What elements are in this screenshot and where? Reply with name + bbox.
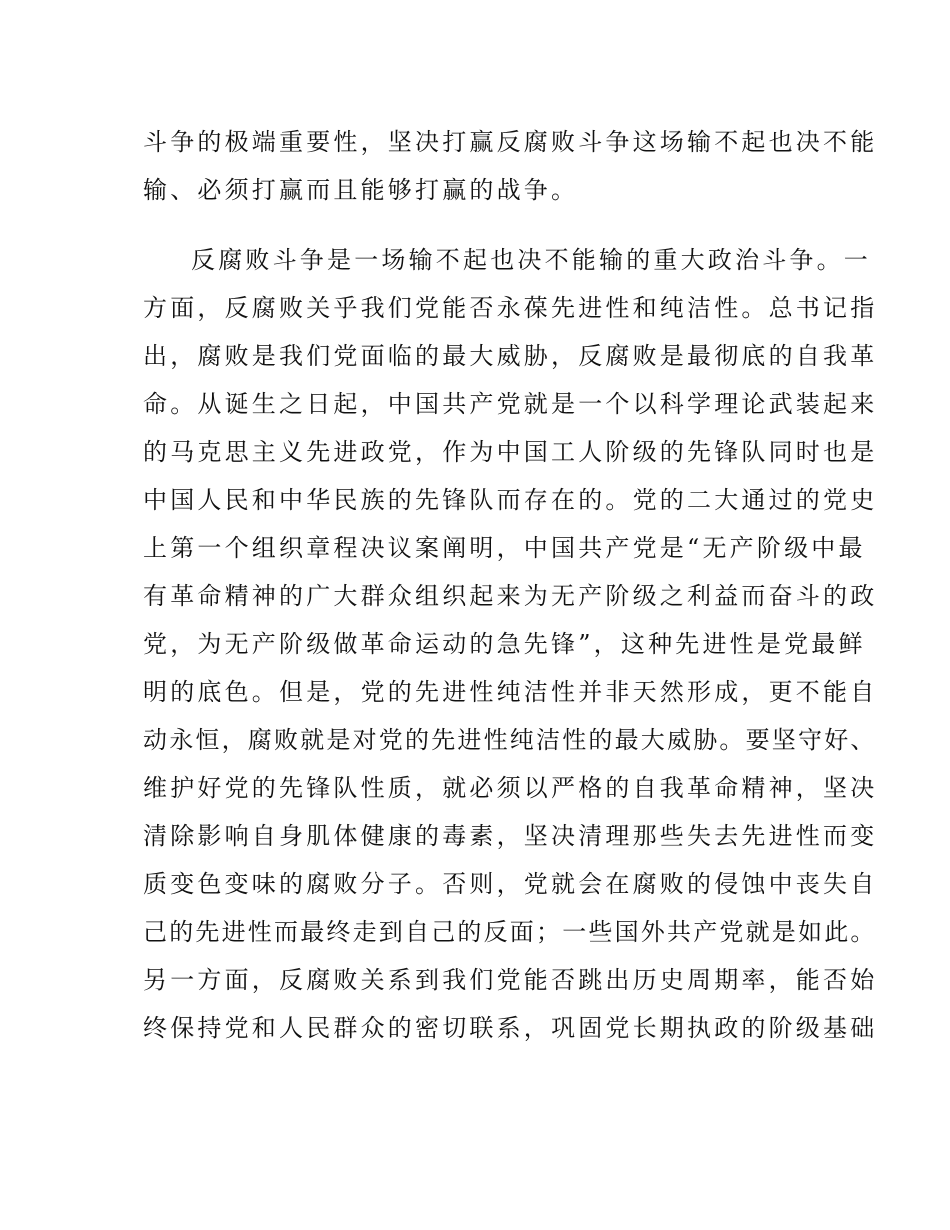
paragraph-2 bbox=[143, 236, 878, 1052]
text-line: 出，腐败是我们党面临的最大威胁，反腐败是最彻底的自我革 bbox=[143, 342, 878, 370]
text-line: 斗争的极端重要性，坚决打赢反腐败斗争这场输不起也决不能 bbox=[143, 128, 878, 156]
text-line: 动永恒，腐败就是对党的先进性纯洁性的最大威胁。要坚守好、 bbox=[143, 726, 877, 754]
text-line: 中国人民和中华民族的先锋队而存在的。党的二大通过的党史 bbox=[143, 486, 878, 514]
text-line: 的马克思主义先进政党，作为中国工人阶级的先锋队同时也是 bbox=[143, 438, 878, 466]
text-line: 另一方面，反腐败关系到我们党能否跳出历史周期率，能否始 bbox=[143, 966, 878, 994]
text-line: 明的底色。但是，党的先进性纯洁性并非天然形成，更不能自 bbox=[143, 678, 878, 706]
text-line: 输、必须打赢而且能够打赢的战争。 bbox=[143, 176, 579, 204]
text-line: 质变色变味的腐败分子。否则，党就会在腐败的侵蚀中丧失自 bbox=[143, 870, 878, 898]
text-line: 命。从诞生之日起，中国共产党就是一个以科学理论武装起来 bbox=[143, 390, 878, 418]
text-line: 维护好党的先锋队性质，就必须以严格的自我革命精神，坚决 bbox=[143, 774, 878, 802]
text-line: 反腐败斗争是一场输不起也决不能输的重大政治斗争。一 bbox=[191, 246, 871, 274]
text-line: 终保持党和人民群众的密切联系，巩固党长期执政的阶级基础 bbox=[143, 1014, 878, 1042]
text-line: 己的先进性而最终走到自己的反面；一些国外共产党就是如此。 bbox=[143, 918, 877, 946]
text-line: 有革命精神的广大群众组织起来为无产阶级之利益而奋斗的政 bbox=[143, 582, 878, 610]
paragraph-1 bbox=[143, 118, 878, 214]
text-line: 方面，反腐败关乎我们党能否永葆先进性和纯洁性。总书记指 bbox=[143, 294, 878, 322]
text-line: 上第一个组织章程决议案阐明，中国共产党是“无产阶级中最 bbox=[143, 534, 866, 562]
text-line: 清除影响自身肌体健康的毒素，坚决清理那些失去先进性而变 bbox=[143, 822, 878, 850]
text-line: 党，为无产阶级做革命运动的急先锋”，这种先进性是党最鲜 bbox=[143, 630, 866, 658]
